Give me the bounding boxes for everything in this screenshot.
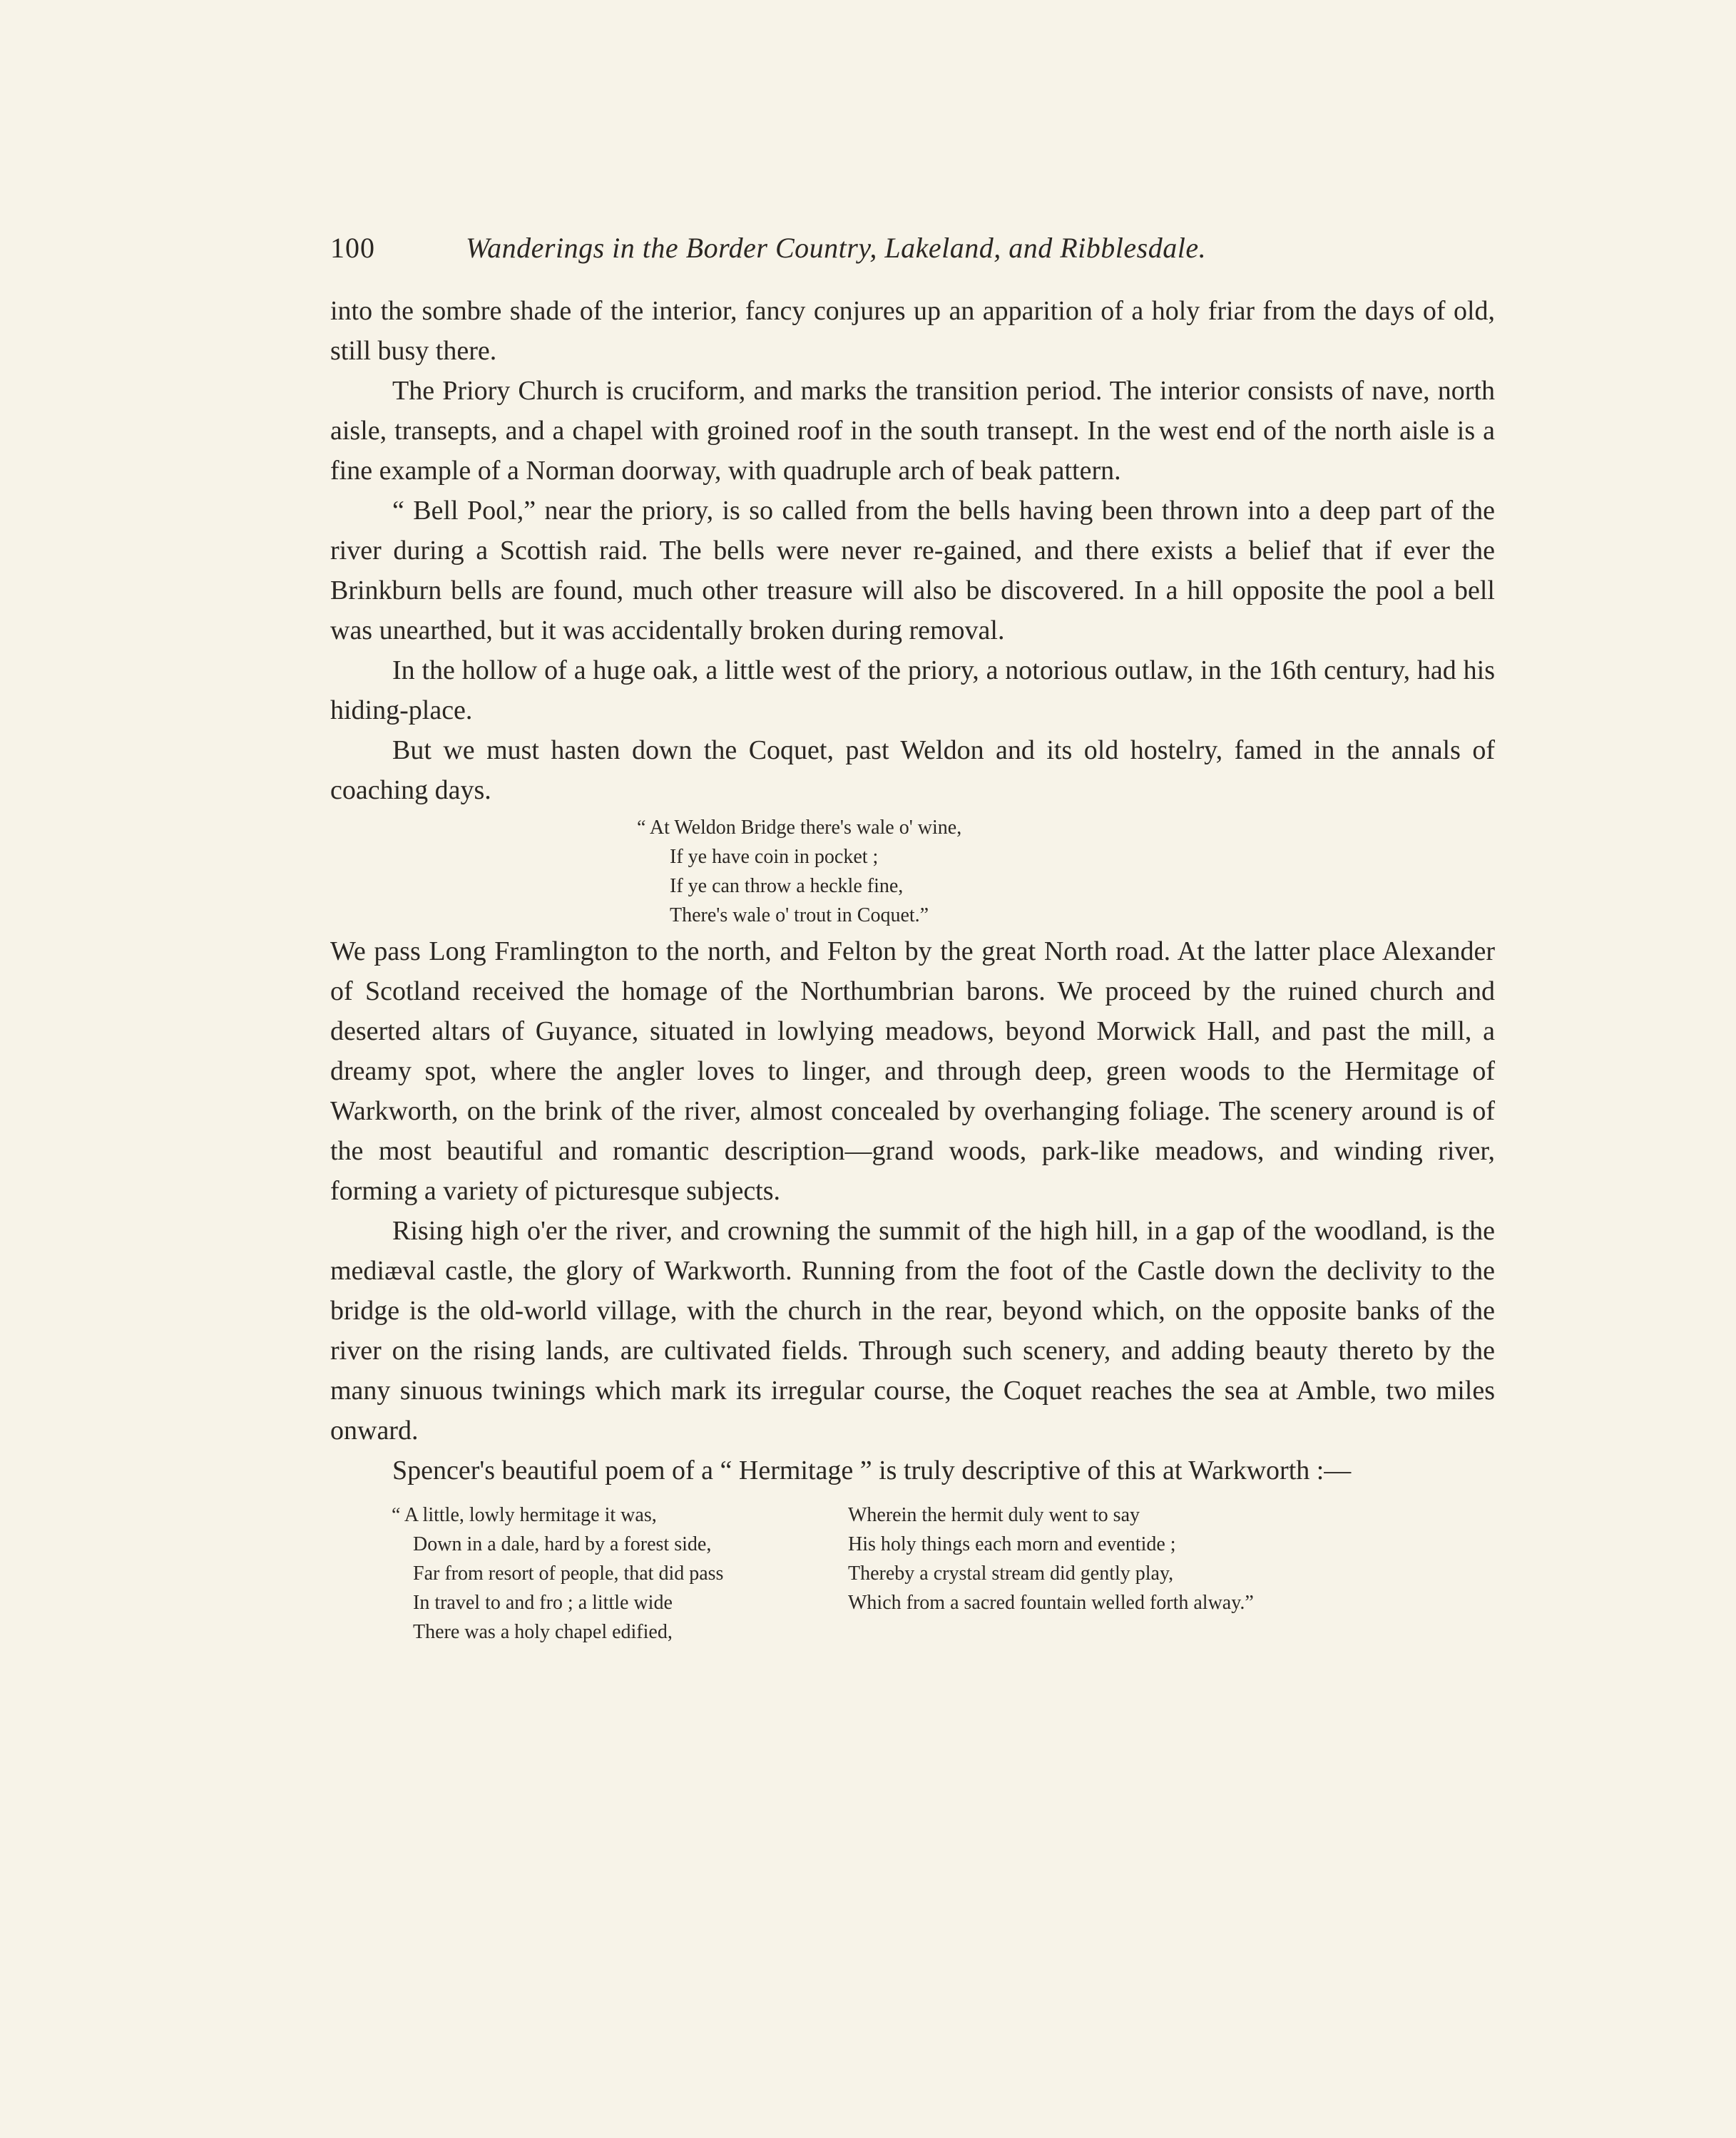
poem-column-left bbox=[330, 1500, 848, 1647]
paragraph-outlaw: In the hollow of a huge oak, a little west of the priory, a notorious outlaw, in the 16th century, had his hiding-place. bbox=[330, 655, 1495, 725]
poem-hermitage bbox=[330, 1500, 1495, 1647]
verse-line: If ye can throw a heckle fine, bbox=[670, 875, 904, 897]
poem-line: Far from resort of people, that did pass bbox=[413, 1562, 724, 1585]
paragraph-spencer-poem: Spencer's beautiful poem of a “ Hermitage ” is truly descriptive of this at Warkworth :— bbox=[392, 1456, 1352, 1485]
verse-line: If ye have coin in pocket ; bbox=[670, 846, 879, 868]
poem-column-right bbox=[848, 1500, 1254, 1647]
body-text bbox=[330, 291, 1495, 1647]
verse-line: There's wale o' trout in Coquet.” bbox=[670, 904, 929, 926]
poem-line: His holy things each morn and eventide ; bbox=[848, 1533, 1176, 1555]
verse-line: “ At Weldon Bridge there's wale o' wine, bbox=[637, 817, 962, 839]
paragraph-framlington: We pass Long Framlington to the north, and Felton by the great North road. At the latter place Alexander of Scotland received the homage of the Northumbrian barons. We proceed by the ruined church and deserted altars of Guyance, situated in lowlying meadows, beyond Morwick Hall, and past the mill, a dreamy spot, where the angler loves to linger, and through deep, green woods to the Hermitage of Warkworth, on the brink of the river, almost concealed by overhanging foliage. The scenery around is of the most beautiful and romantic description—grand woods, park-like meadows, and winding river, forming a variety of picturesque subjects. bbox=[330, 936, 1495, 1206]
poem-line: In travel to and fro ; a little wide bbox=[413, 1592, 673, 1614]
paragraph-warkworth-castle: Rising high o'er the river, and crowning the summit of the high hill, in a gap of the woodland, is the mediæval castle, the glory of Warkworth. Running from the foot of the Castle down the declivity to the bridge is the old-world village, with the church in the rear, beyond which, on the opposite banks of the river on the rising lands, are cultivated fields. Through such scenery, and adding beauty thereto by the many sinuous twinings which mark its irregular course, the Coquet reaches the sea at Amble, two miles onward. bbox=[330, 1216, 1495, 1446]
verse-weldon-bridge bbox=[330, 813, 1495, 930]
page-number: 100 bbox=[330, 232, 375, 264]
poem-line: “ A little, lowly hermitage it was, bbox=[392, 1504, 657, 1526]
poem-line: Thereby a crystal stream did gently play, bbox=[848, 1562, 1174, 1585]
paragraph-continuation: into the sombre shade of the interior, fancy conjures up an apparition of a holy friar from the days of old, still busy there. bbox=[330, 296, 1495, 366]
poem-line: Which from a sacred fountain welled forth alway.” bbox=[848, 1592, 1254, 1614]
running-head bbox=[330, 227, 1495, 270]
paragraph-priory-church: The Priory Church is cruciform, and marks the transition period. The interior consists of nave, north aisle, transepts, and a chapel with groined roof in the south transept. In the west end of the north aisle is a fine example of a Norman doorway, with quadruple arch of beak pattern. bbox=[330, 376, 1495, 486]
poem-line: Down in a dale, hard by a forest side, bbox=[413, 1533, 712, 1555]
paragraph-bell-pool: “ Bell Pool,” near the priory, is so called from the bells having been thrown into a deep part of the river during a Scottish raid. The bells were never re-gained, and there exists a belief that if ever the Brinkburn bells are found, much other treasure will also be discovered. In a hill opposite the pool a bell was unearthed, but it was accidentally broken during removal. bbox=[330, 496, 1495, 645]
paragraph-weldon: But we must hasten down the Coquet, past Weldon and its old hostelry, famed in the annals of coaching days. bbox=[330, 735, 1495, 805]
poem-line: There was a holy chapel edified, bbox=[413, 1621, 673, 1643]
running-title: Wanderings in the Border Country, Lakeland, and Ribblesdale. bbox=[466, 232, 1207, 264]
poem-line: Wherein the hermit duly went to say bbox=[848, 1504, 1140, 1526]
